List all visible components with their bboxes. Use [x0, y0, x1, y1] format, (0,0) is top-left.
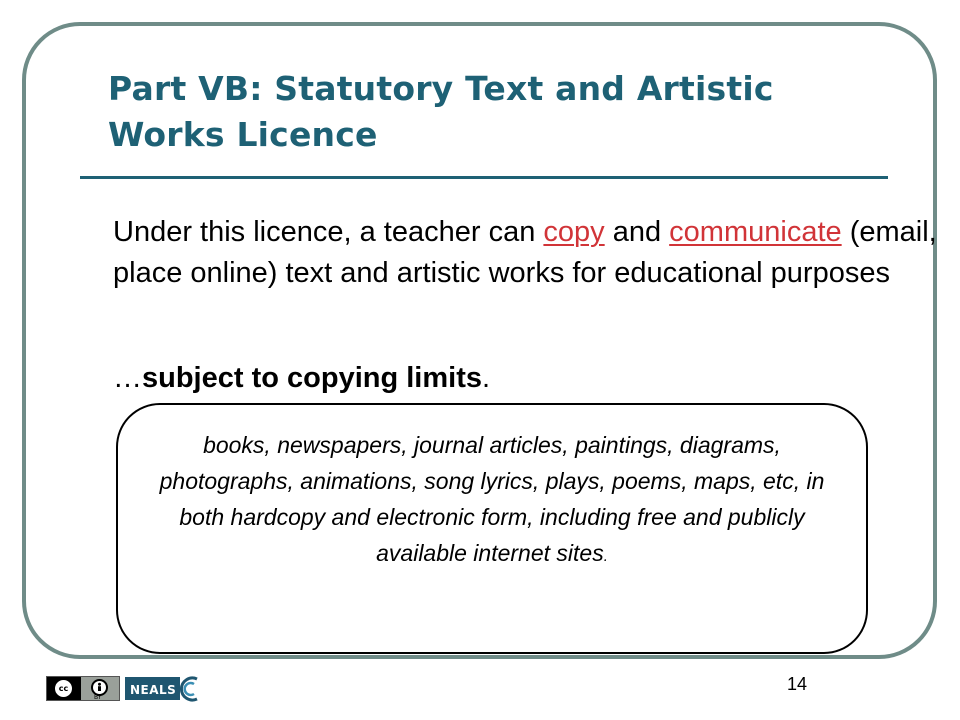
limits-bold-text: subject to copying limits	[142, 362, 482, 394]
creative-commons-badge[interactable]	[46, 676, 120, 701]
body-and: and	[604, 216, 670, 248]
page-number: 14	[787, 674, 808, 694]
body-suffix: (email, place online) text and artistic works for educational purposes	[113, 216, 937, 289]
title-divider	[80, 176, 888, 179]
neals-swirl-icon	[177, 676, 203, 702]
cc-badge-dark-panel	[47, 677, 81, 700]
cc-icon: cc	[55, 680, 72, 697]
works-examples-text	[142, 427, 842, 575]
copying-limits-line	[113, 358, 490, 399]
slide-title-line1: Part VB: Statutory Text and Artistic	[108, 69, 774, 108]
works-examples-body: books, newspapers, journal articles, paintings, diagrams, photographs, animations, song lyrics, plays, poems, maps, etc, in both hardcopy and electronic form, including free and publicly available internet sites	[159, 432, 825, 566]
cc-by-label: BY	[94, 694, 102, 701]
body-prefix: Under this licence, a teacher can	[113, 216, 544, 248]
slide-body-text	[113, 212, 943, 294]
limits-suffix: .	[482, 362, 491, 394]
slide-title	[108, 66, 908, 158]
copy-link[interactable]: copy	[543, 216, 605, 248]
neals-logo-text: NEALS	[130, 683, 177, 697]
communicate-link[interactable]: communicate	[669, 216, 842, 248]
works-examples-end: .	[603, 548, 608, 565]
works-examples-box	[116, 403, 868, 654]
neals-logo-box	[125, 677, 180, 700]
slide-title-line2: Works Licence	[108, 115, 378, 154]
neals-logo[interactable]	[125, 676, 205, 702]
limits-prefix: …	[113, 362, 142, 394]
